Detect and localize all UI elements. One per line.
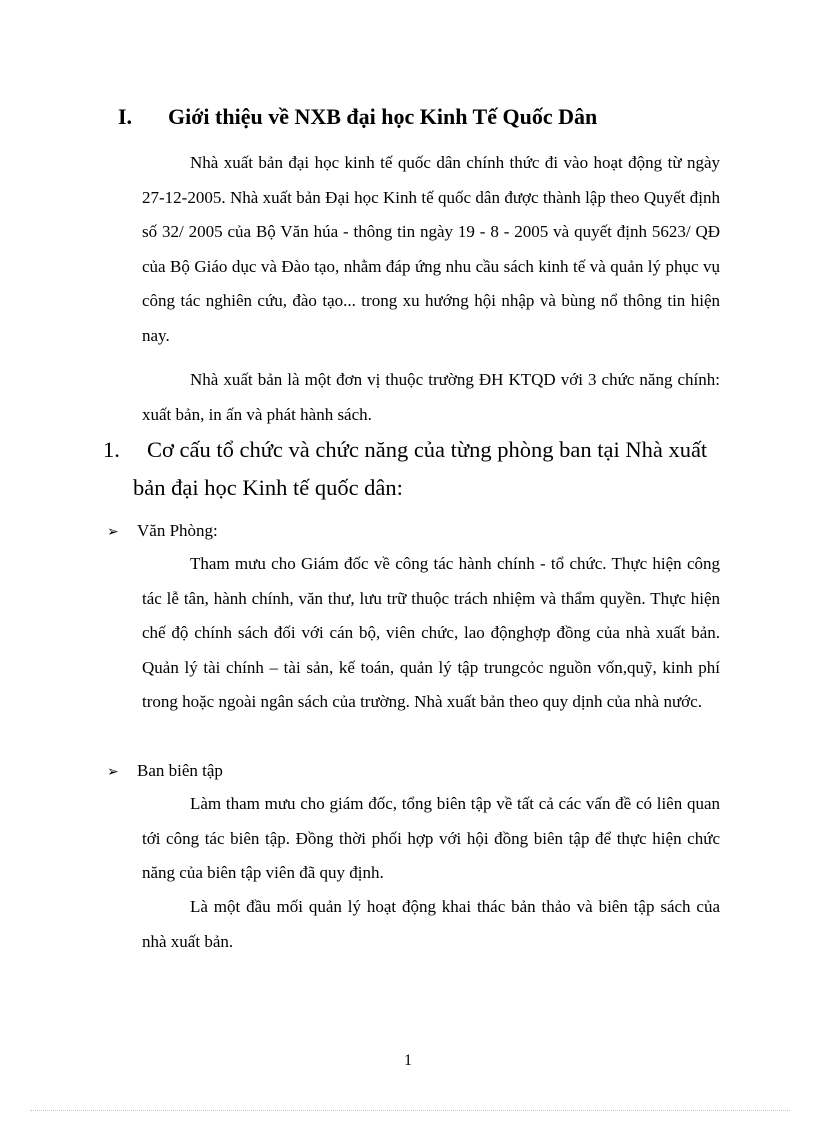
department-bullet <box>107 757 223 786</box>
arrowhead-bullet-icon: ➢ <box>107 764 119 780</box>
intro-paragraph: Nhà xuất bản đại học kinh tế quốc dân chính thức đi vào hoạt động từ ngày 27-12-2005. Nhà xuất bản Đại học Kinh tế quốc dân được thành lập theo Quyết định số 32/ 2005 của Bộ Văn húa - thông tin ngày 19 - 8 - 2005 và quyết định 5623/ QĐ của Bộ Giáo dục và Đào tạo, nhằm đáp ứng nhu cầu sách kinh tế và quản lý phục vụ công tác nghiên cứu, đào tạo... trong xu hướng hội nhập và bùng nổ thông tin hiện nay. <box>142 153 720 345</box>
department-paragraph: Làm tham mưu cho giám đốc, tổng biên tập về tất cả các vấn đề có liên quan tới công tác biên tập. Đồng thời phối hợp với hội đồng biên tập để thực hiện chức năng của biên tập viên đã quy định. <box>142 794 720 883</box>
section-title: Giới thiệu về NXB đại học Kinh Tế Quốc Dân <box>168 104 598 129</box>
department-paragraph: Là một đầu mối quản lý hoạt động khai thác bản thảo và biên tập sách của nhà xuất bản. <box>142 897 720 951</box>
department-label: Văn Phòng: <box>137 521 218 540</box>
section-heading <box>118 101 738 133</box>
department-paragraph: Tham mưu cho Giám đốc về công tác hành chính - tổ chức. Thực hiện công tác lễ tân, hành chính, văn thư, lưu trữ thuộc trách nhiệm và thẩm quyền. Thực hiện chế độ chính sách đối với cán bộ, viên chức, lao độnghợp đồng của nhà xuất bản. Quản lý tài chính – tài sản, kế toán, quản lý tập trungcỏc nguồn vốn,quỹ, kinh phí trong hoặc ngoài ngân sách của trường. Nhà xuất bản theo quy dịnh của nhà nước. <box>142 554 720 712</box>
department-label: Ban biên tập <box>137 761 223 780</box>
department-bullet <box>107 517 218 546</box>
subsection-title-line1: Cơ cấu tổ chức và chức năng của từng phòng ban tại Nhà xuất <box>147 437 708 462</box>
arrowhead-bullet-icon: ➢ <box>107 524 119 540</box>
subsection-number: 1. <box>103 437 120 462</box>
subsection-heading <box>103 431 723 507</box>
subsection-title-line2: bản đại học Kinh tế quốc dân: <box>133 475 403 500</box>
page-number: 1 <box>404 1052 412 1069</box>
page-bottom-divider <box>30 1110 790 1111</box>
intro-paragraph: Nhà xuất bản là một đơn vị thuộc trường ĐH KTQD với 3 chức năng chính: xuất bản, in ấn và phát hành sách. <box>142 370 720 424</box>
section-number: I. <box>118 104 133 129</box>
